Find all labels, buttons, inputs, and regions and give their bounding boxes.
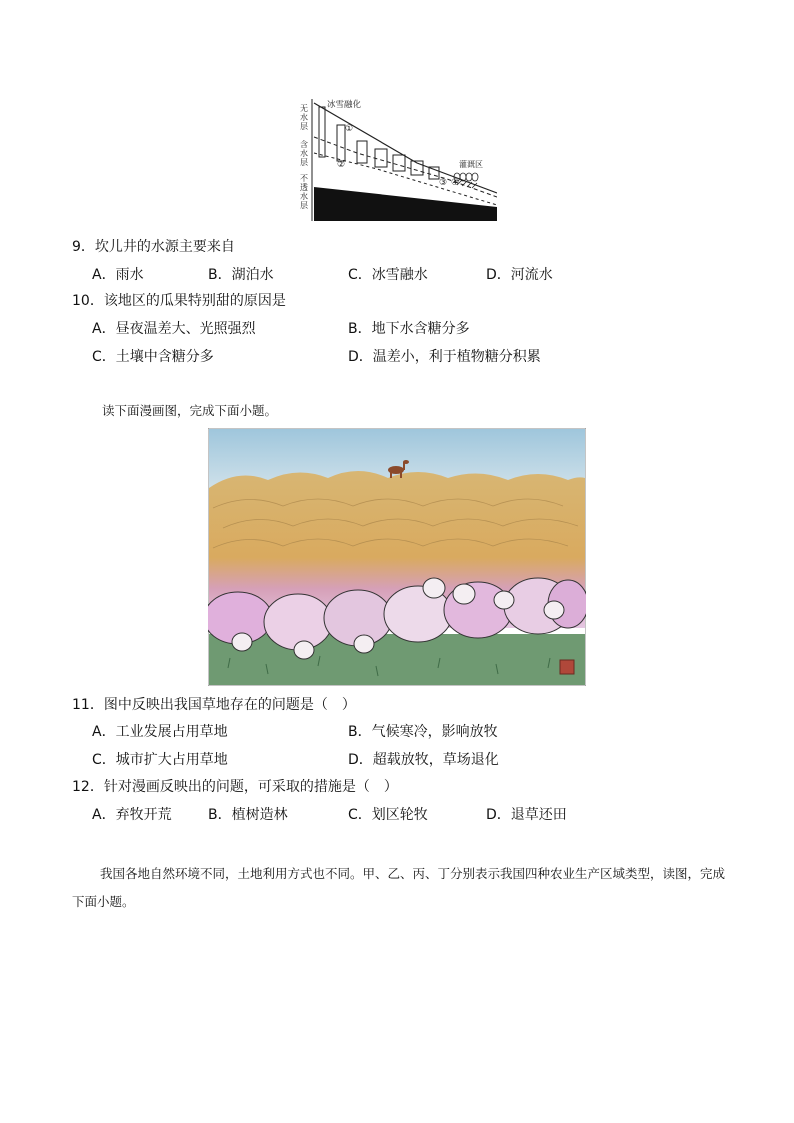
q10-option-b: B．地下水含糖分多 [348, 321, 470, 337]
label-irrigation-area: 灌溉区 [459, 160, 483, 169]
label-meltwater: 冰雪融化 [327, 100, 362, 110]
q10-stem: 10．该地区的瓜果特别甜的原因是 [72, 293, 286, 309]
q11-stem: 11．图中反映出我国草地存在的问题是（ ） [72, 697, 356, 713]
marker-2: ② [337, 160, 346, 170]
q10-option-c: C．土壤中含糖分多 [92, 349, 214, 365]
intro-cartoon: 读下面漫画图，完成下面小题。 [102, 403, 278, 418]
q12-stem: 12．针对漫画反映出的问题，可采取的措施是（ ） [72, 779, 398, 795]
q10-option-d: D．温差小，利于植物糖分积累 [348, 349, 541, 365]
q9-option-b: B．湖泊水 [208, 267, 274, 283]
q12-option-a: A．弃牧开荒 [92, 807, 172, 823]
label-aquifer: 含水层 [300, 140, 308, 167]
q12-option-d: D．退草还田 [486, 807, 567, 823]
marker-3: ③ [439, 178, 448, 188]
marker-4: ④ [451, 178, 460, 188]
q9-option-d: D．河流水 [486, 267, 553, 283]
overgrazing-cartoon [208, 428, 586, 686]
q11-option-a: A．工业发展占用草地 [92, 724, 228, 740]
label-no-water-layer: 无水层 [300, 104, 308, 131]
q10-option-a: A．昼夜温差大、光照强烈 [92, 321, 256, 337]
label-impermeable: 不透水层 [300, 174, 308, 210]
q11-option-b: B．气候寒冷，影响放牧 [348, 724, 498, 740]
q11-option-c: C．城市扩大占用草地 [92, 752, 228, 768]
q11-option-d: D．超载放牧，草场退化 [348, 752, 499, 768]
marker-1: ① [345, 124, 354, 134]
q9-stem: 9．坎儿井的水源主要来自 [72, 239, 235, 255]
q9-option-a: A．雨水 [92, 267, 144, 283]
q12-option-b: B．植树造林 [208, 807, 288, 823]
intro-agriculture: 我国各地自然环境不同，土地利用方式也不同。甲、乙、丙、丁分别表示我国四种农业生产区域类型，读图，完成下面小题。 [72, 866, 726, 909]
q9-option-c: C．冰雪融水 [348, 267, 428, 283]
q12-option-c: C．划区轮牧 [348, 807, 428, 823]
karez-diagram [297, 97, 497, 223]
artist-seal [560, 660, 574, 674]
